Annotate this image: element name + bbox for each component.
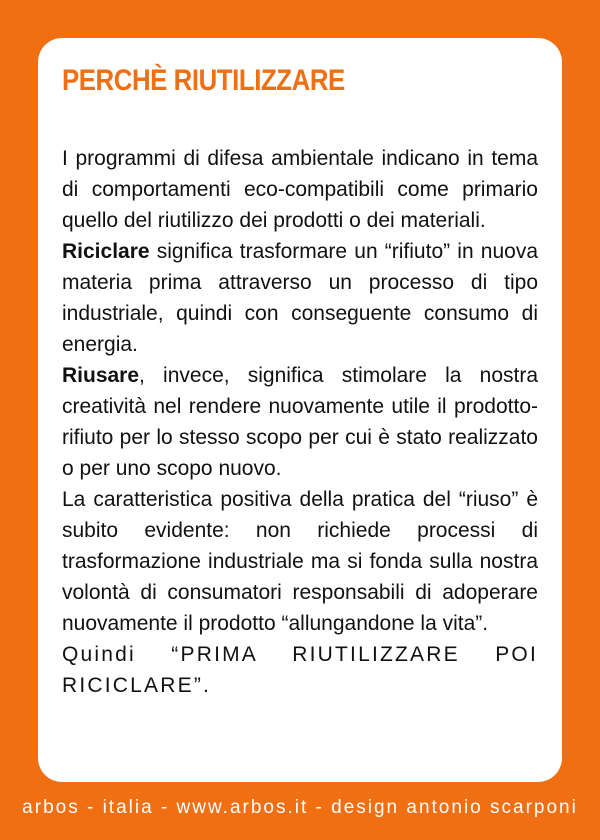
paragraph-riciclare	[62, 236, 538, 360]
term-riusare: Riusare	[62, 364, 140, 387]
card-title: PERCHÈ RIUTILIZZARE	[62, 64, 345, 97]
paragraph-riusare	[62, 360, 538, 484]
card-body	[62, 143, 538, 701]
riciclare-definition: significa trasformare un “rifiuto” in nuova materia prima attraverso un processo di tipo industriale, quindi con conseguente consumo di energia.	[62, 240, 538, 356]
term-riciclare: Riciclare	[62, 240, 150, 263]
info-card	[38, 38, 562, 782]
paragraph-conclusion: Quindi “PRIMA RIUTILIZZARE POI RICICLARE”.	[62, 643, 538, 697]
riusare-definition: , invece, significa stimolare la nostra creatività nel rendere nuovamente utile il prodotto-rifiuto per lo stesso scopo per cui è stato realizzato o per uno scopo nuovo.	[62, 364, 538, 480]
paragraph-intro: I programmi di difesa ambientale indicano in tema di comportamenti eco-compatibili come primario quello del riutilizzo dei prodotti o dei materiali.	[62, 147, 538, 232]
footer-credits: arbos - italia - www.arbos.it - design antonio scarponi	[22, 797, 578, 818]
paragraph-riuso: La caratteristica positiva della pratica del “riuso” è subito evidente: non richiede processi di trasformazione industriale ma si fonda sulla nostra volontà di consumatori responsabili di adoperare nuovamente il prodotto “allungandone la vita”.	[62, 488, 538, 635]
